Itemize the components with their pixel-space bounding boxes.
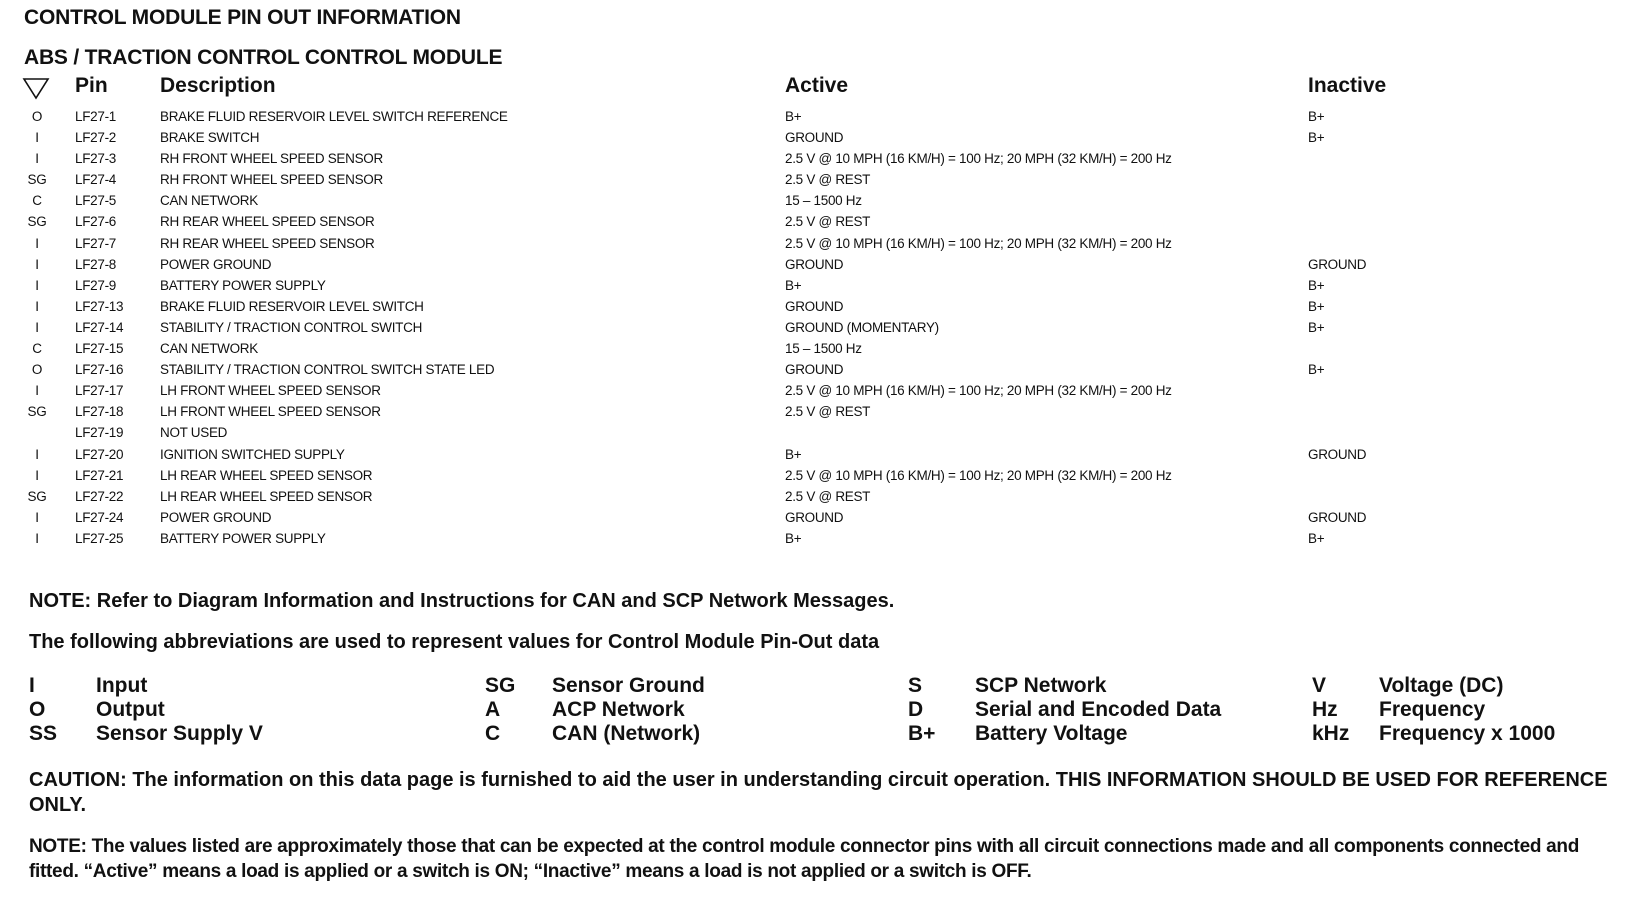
- pin-cell: LF27-6: [75, 214, 116, 230]
- pin-cell: LF27-14: [75, 319, 124, 335]
- description-cell: LH REAR WHEEL SPEED SENSOR: [160, 488, 373, 504]
- table-row: [0, 191, 1632, 212]
- description-cell: BRAKE FLUID RESERVOIR LEVEL SWITCH: [160, 298, 424, 314]
- description-cell: CAN NETWORK: [160, 193, 258, 209]
- active-value-cell: 2.5 V @ REST: [785, 172, 871, 188]
- abbreviation-meaning: Output: [96, 698, 165, 721]
- abbreviations-legend: [0, 674, 1632, 754]
- triangle-down-icon: [22, 76, 50, 100]
- active-value-cell: 2.5 V @ 10 MPH (16 KM/H) = 100 Hz; 20 MPH (32 KM/H) = 200 Hz: [785, 151, 1172, 167]
- abbreviation-code: I: [29, 674, 35, 697]
- active-value-cell: 2.5 V @ REST: [785, 214, 871, 230]
- inactive-value-cell: B+: [1308, 319, 1325, 335]
- inactive-value-cell: B+: [1308, 298, 1325, 314]
- table-row: [0, 402, 1632, 423]
- pin-cell: LF27-9: [75, 277, 116, 293]
- io-type-cell: SG: [27, 488, 47, 504]
- inactive-value-cell: GROUND: [1308, 446, 1367, 462]
- active-value-cell: B+: [785, 109, 802, 124]
- pin-cell: LF27-5: [75, 193, 116, 209]
- abbreviation-row: [0, 722, 1632, 747]
- inactive-value-cell: B+: [1308, 362, 1325, 378]
- active-value-cell: GROUND: [785, 256, 844, 272]
- pin-cell: LF27-21: [75, 467, 124, 483]
- abbreviation-code: C: [485, 722, 501, 745]
- abbreviation-code: A: [485, 698, 501, 721]
- description-cell: POWER GROUND: [160, 256, 272, 272]
- abbreviation-code: B+: [908, 722, 936, 745]
- io-type-cell: SG: [27, 172, 47, 188]
- io-type-cell: I: [35, 151, 39, 167]
- pin-cell: LF27-24: [75, 509, 124, 525]
- abbreviation-code: S: [908, 674, 923, 697]
- description-cell: BATTERY POWER SUPPLY: [160, 277, 326, 293]
- table-row: [0, 170, 1632, 191]
- caution-text: CAUTION: The information on this data page is furnished to aid the user in understanding circuit operation. THIS INFORMATION SHOULD BE USED FOR REFERENCE ONLY.: [29, 769, 1608, 816]
- abbreviation-row: [0, 674, 1632, 699]
- io-type-cell: I: [35, 383, 39, 399]
- pin-cell: LF27-1: [75, 109, 116, 124]
- io-type-cell: C: [32, 341, 42, 357]
- description-cell: NOT USED: [160, 425, 228, 441]
- pin-cell: LF27-17: [75, 383, 124, 399]
- inactive-value-cell: GROUND: [1308, 256, 1367, 272]
- abbreviation-code: SG: [485, 674, 516, 697]
- abbreviation-code: D: [908, 698, 924, 721]
- pin-cell: LF27-19: [75, 425, 124, 441]
- abbreviation-meaning: Battery Voltage: [975, 722, 1128, 745]
- description-cell: BRAKE FLUID RESERVOIR LEVEL SWITCH REFERENCE: [160, 109, 508, 124]
- abbreviation-meaning: ACP Network: [552, 698, 685, 721]
- pin-cell: LF27-13: [75, 298, 124, 314]
- description-cell: POWER GROUND: [160, 509, 272, 525]
- table-row: [0, 360, 1632, 381]
- active-value-cell: GROUND: [785, 130, 844, 146]
- abbreviation-meaning: Sensor Ground: [552, 674, 705, 697]
- abbreviation-meaning: SCP Network: [975, 674, 1107, 697]
- table-row: [0, 128, 1632, 149]
- io-type-cell: I: [35, 509, 39, 525]
- abbreviation-meaning: Input: [96, 674, 148, 697]
- abbreviation-meaning: Voltage (DC): [1379, 674, 1504, 697]
- inactive-value-cell: B+: [1308, 277, 1325, 293]
- table-row: [0, 508, 1632, 529]
- table-row: [0, 466, 1632, 487]
- table-row: [0, 149, 1632, 170]
- abbreviation-row: [0, 698, 1632, 723]
- active-value-cell: 2.5 V @ REST: [785, 488, 871, 504]
- pin-cell: LF27-2: [75, 130, 116, 146]
- description-cell: CAN NETWORK: [160, 341, 258, 357]
- io-type-cell: SG: [27, 214, 47, 230]
- abbreviation-code: V: [1312, 674, 1327, 697]
- active-value-cell: B+: [785, 277, 802, 293]
- abbreviation-code: kHz: [1312, 722, 1350, 745]
- active-value-cell: 2.5 V @ 10 MPH (16 KM/H) = 100 Hz; 20 MPH (32 KM/H) = 200 Hz: [785, 235, 1172, 251]
- io-type-cell: I: [35, 446, 39, 462]
- table-row: [0, 423, 1632, 444]
- io-type-cell: I: [35, 467, 39, 483]
- description-cell: RH FRONT WHEEL SPEED SENSOR: [160, 172, 383, 188]
- inactive-value-cell: B+: [1308, 130, 1325, 146]
- abbreviations-intro: The following abbreviations are used to represent values for Control Module Pin-Out data: [29, 631, 880, 653]
- abbreviation-code: Hz: [1312, 698, 1338, 721]
- pin-cell: LF27-15: [75, 341, 124, 357]
- active-value-cell: GROUND (MOMENTARY): [785, 319, 939, 335]
- active-value-cell: B+: [785, 446, 802, 462]
- active-value-cell: 2.5 V @ 10 MPH (16 KM/H) = 100 Hz; 20 MPH (32 KM/H) = 200 Hz: [785, 467, 1172, 483]
- pin-cell: LF27-22: [75, 488, 124, 504]
- abbreviation-meaning: Sensor Supply V: [96, 722, 263, 745]
- table-row: [0, 487, 1632, 508]
- abbreviation-code: SS: [29, 722, 58, 745]
- abbreviation-meaning: Frequency: [1379, 698, 1486, 721]
- active-value-cell: 2.5 V @ REST: [785, 404, 871, 420]
- active-value-cell: GROUND: [785, 362, 844, 378]
- io-type-cell: I: [35, 235, 39, 251]
- table-row: [0, 234, 1632, 255]
- network-note: NOTE: Refer to Diagram Information and Instructions for CAN and SCP Network Messages.: [29, 590, 895, 612]
- table-row: [0, 529, 1632, 550]
- pinout-table-body: [0, 107, 1632, 550]
- table-row: [0, 107, 1632, 128]
- table-row: [0, 255, 1632, 276]
- pin-cell: LF27-16: [75, 362, 124, 378]
- values-note: NOTE: The values listed are approximately those that can be expected at the control module connector pins with all circuit connections made and all components connected and fitted. “Active” means a load is applied or a switch is ON; “Inactive” means a load is not applied or a switch is OFF.: [29, 836, 1580, 882]
- io-type-cell: C: [32, 193, 42, 209]
- inactive-column-header: Inactive: [1308, 74, 1387, 97]
- table-row: [0, 297, 1632, 318]
- abbreviation-meaning: Serial and Encoded Data: [975, 698, 1222, 721]
- pin-column-header: Pin: [75, 74, 108, 97]
- description-cell: LH REAR WHEEL SPEED SENSOR: [160, 467, 373, 483]
- description-cell: RH FRONT WHEEL SPEED SENSOR: [160, 151, 383, 167]
- io-type-cell: O: [31, 109, 43, 124]
- description-cell: BRAKE SWITCH: [160, 130, 260, 146]
- description-cell: STABILITY / TRACTION CONTROL SWITCH STATE LED: [160, 362, 495, 378]
- description-cell: LH FRONT WHEEL SPEED SENSOR: [160, 404, 381, 420]
- inactive-value-cell: B+: [1308, 530, 1325, 546]
- io-type-cell: I: [35, 277, 39, 293]
- table-row: [0, 318, 1632, 339]
- io-type-cell: I: [35, 298, 39, 314]
- io-type-cell: I: [35, 256, 39, 272]
- active-value-cell: 15 – 1500 Hz: [785, 341, 862, 357]
- table-row: [0, 381, 1632, 402]
- abbreviation-code: O: [29, 698, 46, 721]
- inactive-value-cell: B+: [1308, 109, 1325, 124]
- abbreviation-meaning: Frequency x 1000: [1379, 722, 1556, 745]
- page-title: CONTROL MODULE PIN OUT INFORMATION: [24, 6, 461, 29]
- io-type-cell: SG: [27, 404, 47, 420]
- pin-cell: LF27-8: [75, 256, 116, 272]
- active-value-cell: GROUND: [785, 509, 844, 525]
- active-value-cell: B+: [785, 530, 802, 546]
- pin-cell: LF27-7: [75, 235, 116, 251]
- io-type-cell: O: [31, 362, 43, 378]
- table-row: [0, 212, 1632, 233]
- description-cell: BATTERY POWER SUPPLY: [160, 530, 326, 546]
- description-cell: RH REAR WHEEL SPEED SENSOR: [160, 235, 375, 251]
- table-header: [0, 74, 1632, 102]
- active-value-cell: 15 – 1500 Hz: [785, 193, 862, 209]
- active-value-cell: 2.5 V @ 10 MPH (16 KM/H) = 100 Hz; 20 MPH (32 KM/H) = 200 Hz: [785, 383, 1172, 399]
- inactive-value-cell: GROUND: [1308, 509, 1367, 525]
- io-type-cell: I: [35, 319, 39, 335]
- table-row: [0, 445, 1632, 466]
- active-column-header: Active: [785, 74, 849, 97]
- module-title: ABS / TRACTION CONTROL CONTROL MODULE: [24, 46, 503, 69]
- pin-cell: LF27-20: [75, 446, 124, 462]
- pin-cell: LF27-4: [75, 172, 116, 188]
- pin-cell: LF27-18: [75, 404, 124, 420]
- io-type-cell: I: [35, 530, 39, 546]
- pin-cell: LF27-25: [75, 530, 124, 546]
- io-type-cell: I: [35, 130, 39, 146]
- abbreviation-meaning: CAN (Network): [552, 722, 701, 745]
- description-cell: IGNITION SWITCHED SUPPLY: [160, 446, 345, 462]
- pin-cell: LF27-3: [75, 151, 116, 167]
- table-row: [0, 339, 1632, 360]
- description-column-header: Description: [160, 74, 276, 97]
- description-cell: LH FRONT WHEEL SPEED SENSOR: [160, 383, 381, 399]
- description-cell: STABILITY / TRACTION CONTROL SWITCH: [160, 319, 423, 335]
- description-cell: RH REAR WHEEL SPEED SENSOR: [160, 214, 375, 230]
- active-value-cell: GROUND: [785, 298, 844, 314]
- table-row: [0, 276, 1632, 297]
